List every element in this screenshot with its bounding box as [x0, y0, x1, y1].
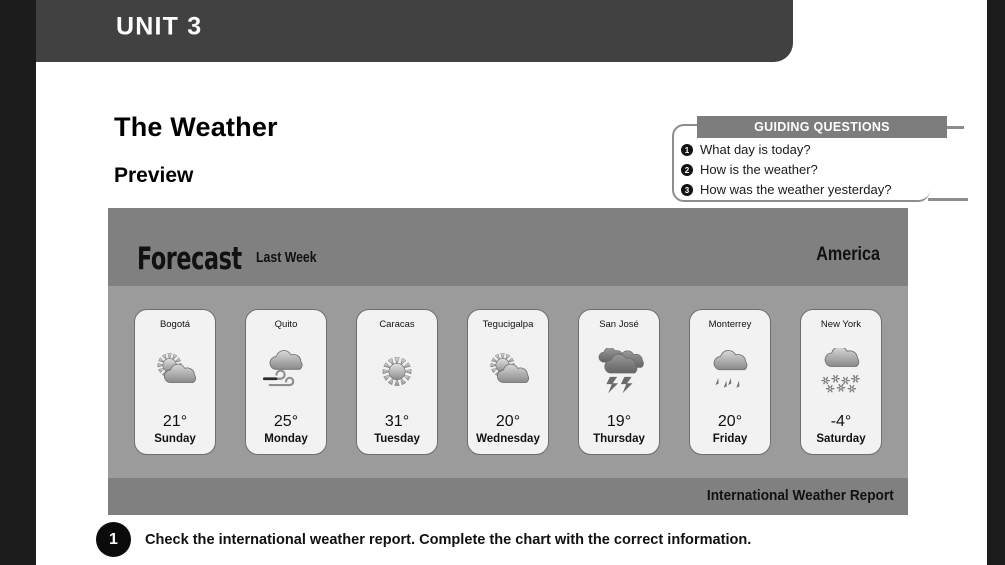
worksheet-page	[36, 0, 987, 565]
page-title: The Weather	[114, 112, 278, 142]
forecast-card	[800, 309, 882, 455]
forecast-card-day: Thursday	[593, 433, 645, 445]
forecast-card-city: San José	[599, 319, 639, 330]
partly-cloudy-icon	[135, 330, 215, 413]
forecast-widget	[108, 208, 908, 515]
question-number-badge: 1	[681, 144, 693, 156]
forecast-card-city: Bogotá	[159, 319, 191, 330]
guiding-questions-box	[672, 116, 932, 204]
question-text: What day is today?	[700, 142, 811, 157]
windy-icon	[246, 330, 326, 413]
forecast-card	[245, 309, 327, 455]
forecast-card	[578, 309, 660, 455]
forecast-card-city: Tegucigalpa	[482, 319, 534, 330]
forecast-card-temperature: -4°	[830, 413, 852, 430]
forecast-card-temperature: 20°	[717, 413, 743, 430]
forecast-region: America	[816, 244, 880, 265]
question-number-badge: 2	[681, 164, 693, 176]
forecast-card-day: Tuesday	[374, 433, 420, 445]
forecast-card-day: Friday	[712, 433, 748, 445]
snowy-icon	[801, 330, 881, 413]
guiding-questions-title-bar	[697, 116, 947, 138]
forecast-card-day: Sunday	[154, 433, 196, 445]
forecast-card	[689, 309, 771, 455]
forecast-cards-row	[108, 286, 908, 478]
sunny-icon	[357, 330, 437, 413]
forecast-card-temperature: 21°	[162, 413, 188, 430]
guiding-questions-list	[681, 140, 931, 200]
instruction-number-badge: 1	[96, 522, 131, 557]
page-subtitle: Preview	[114, 164, 194, 187]
unit-header-bar	[36, 0, 793, 62]
question-text: How was the weather yesterday?	[700, 182, 892, 197]
forecast-card-temperature: 20°	[495, 413, 521, 430]
guiding-question-item	[681, 180, 931, 200]
forecast-card-day: Saturday	[816, 433, 866, 445]
forecast-brand: Forecast	[137, 241, 242, 277]
forecast-header	[108, 208, 908, 286]
forecast-card	[467, 309, 549, 455]
guiding-questions-title: GUIDING QUESTIONS	[754, 120, 890, 134]
question-text: How is the weather?	[700, 162, 818, 177]
forecast-card	[356, 309, 438, 455]
forecast-card-city: Caracas	[379, 319, 415, 330]
forecast-card-temperature: 31°	[384, 413, 410, 430]
guiding-questions-underline	[928, 198, 968, 201]
forecast-card-city: New York	[820, 319, 862, 330]
forecast-brand-subtitle: Last Week	[256, 249, 317, 266]
unit-label: UNIT 3	[116, 12, 203, 41]
guiding-question-item	[681, 160, 931, 180]
instruction-row	[96, 522, 770, 557]
forecast-card-temperature: 25°	[273, 413, 299, 430]
forecast-card-temperature: 19°	[606, 413, 632, 430]
forecast-card	[134, 309, 216, 455]
forecast-card-day: Monday	[264, 433, 308, 445]
rainy-icon	[690, 330, 770, 413]
forecast-card-city: Quito	[274, 319, 298, 330]
guiding-questions-connector	[947, 126, 964, 129]
question-number-badge: 3	[681, 184, 693, 196]
forecast-footer-label: International Weather Report	[707, 488, 894, 504]
forecast-card-city: Monterrey	[708, 319, 752, 330]
forecast-footer	[108, 478, 908, 515]
instruction-text: Check the international weather report. Complete the chart with the correct information.	[145, 531, 752, 548]
partly-cloudy-icon	[468, 330, 548, 413]
guiding-question-item	[681, 140, 931, 160]
thunderstorm-icon	[579, 330, 659, 413]
forecast-card-day: Wednesday	[476, 433, 540, 445]
